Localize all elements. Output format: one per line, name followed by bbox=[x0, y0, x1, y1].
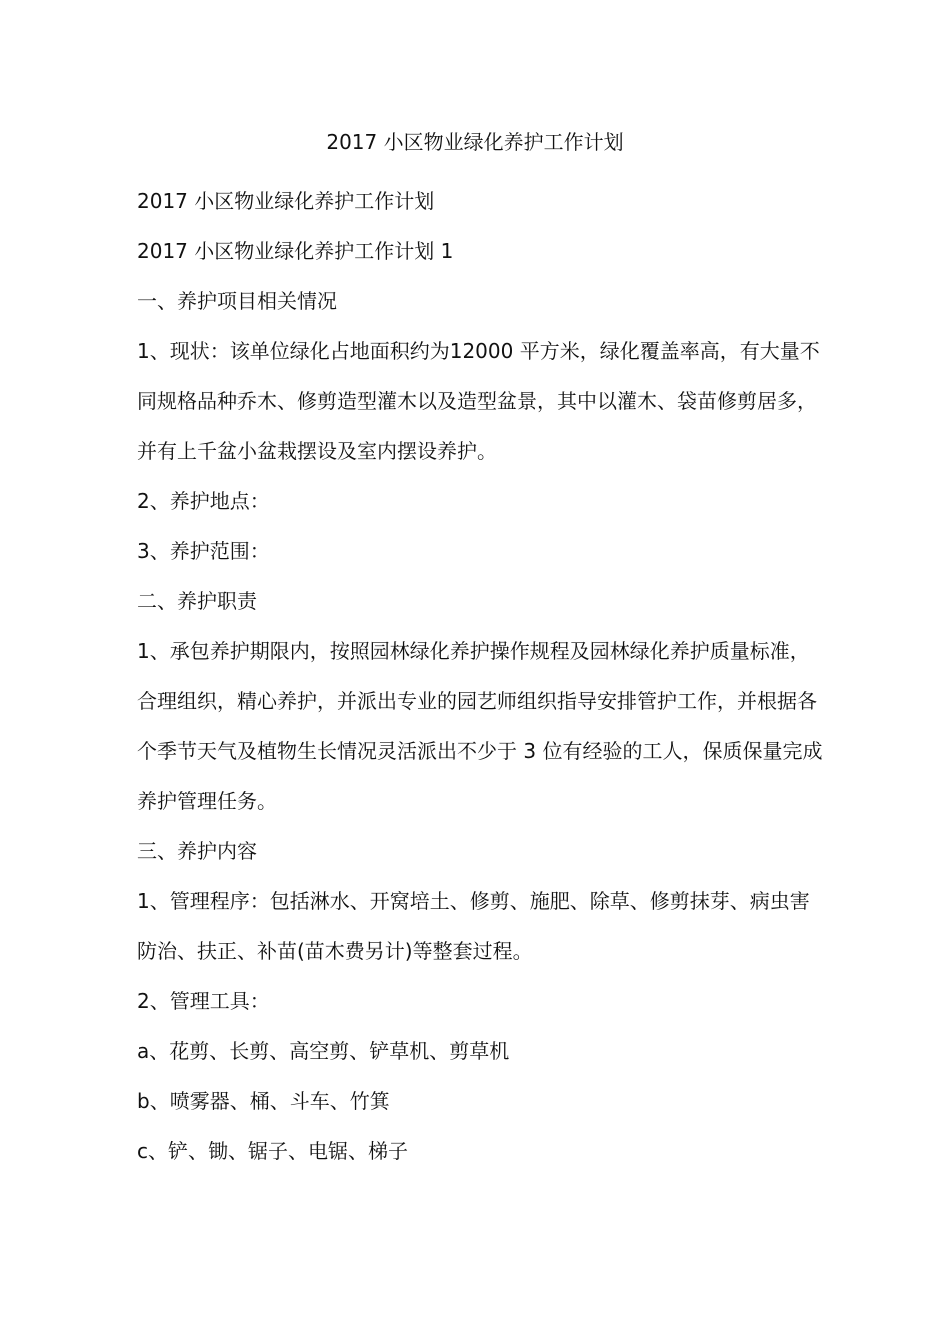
list-item-tools-b: b、喷雾器、桶、斗车、竹箕 bbox=[137, 1089, 390, 1113]
paragraph-location: 2、养护地点： bbox=[137, 489, 270, 513]
paragraph-tools: 2、管理工具： bbox=[137, 989, 270, 1013]
paragraph-status: 1、现状：该单位绿化占地面积约为12000 平方米，绿化覆盖率高，有大量不同规格品种乔木、修剪造型灌木以及造型盆景，其中以灌木、袋苗修剪居多，并有上千盆小盆栽摆设及室内摆设养护。 bbox=[137, 339, 820, 463]
paragraph-procedure: 1、管理程序：包括淋水、开窝培土、修剪、施肥、除草、修剪抹芽、病虫害防治、扶正、补苗(苗木费另计)等整套过程。 bbox=[137, 889, 810, 963]
list-item-tools-c: c、铲、锄、锯子、电锯、梯子 bbox=[137, 1139, 408, 1163]
paragraph-duties: 1、承包养护期限内，按照园林绿化养护操作规程及园林绿化养护质量标准，合理组织，精心养护，并派出专业的园艺师组织指导安排管护工作，并根据各个季节天气及植物生长情况灵活派出不少于 3 位有经验的工人，保质保量完成养护管理任务。 bbox=[137, 639, 823, 813]
paragraph-subtitle: 2017 小区物业绿化养护工作计划 bbox=[137, 189, 435, 213]
list-item-tools-a: a、花剪、长剪、高空剪、铲草机、剪草机 bbox=[137, 1039, 510, 1063]
document-title: 2017 小区物业绿化养护工作计划 bbox=[326, 130, 624, 154]
paragraph-plan-heading: 2017 小区物业绿化养护工作计划 1 bbox=[137, 239, 454, 263]
section-heading-3: 三、养护内容 bbox=[137, 839, 257, 863]
section-heading-2: 二、养护职责 bbox=[137, 589, 257, 613]
section-heading-1: 一、养护项目相关情况 bbox=[137, 289, 337, 313]
paragraph-scope: 3、养护范围： bbox=[137, 539, 270, 563]
document-body bbox=[137, 176, 823, 1176]
